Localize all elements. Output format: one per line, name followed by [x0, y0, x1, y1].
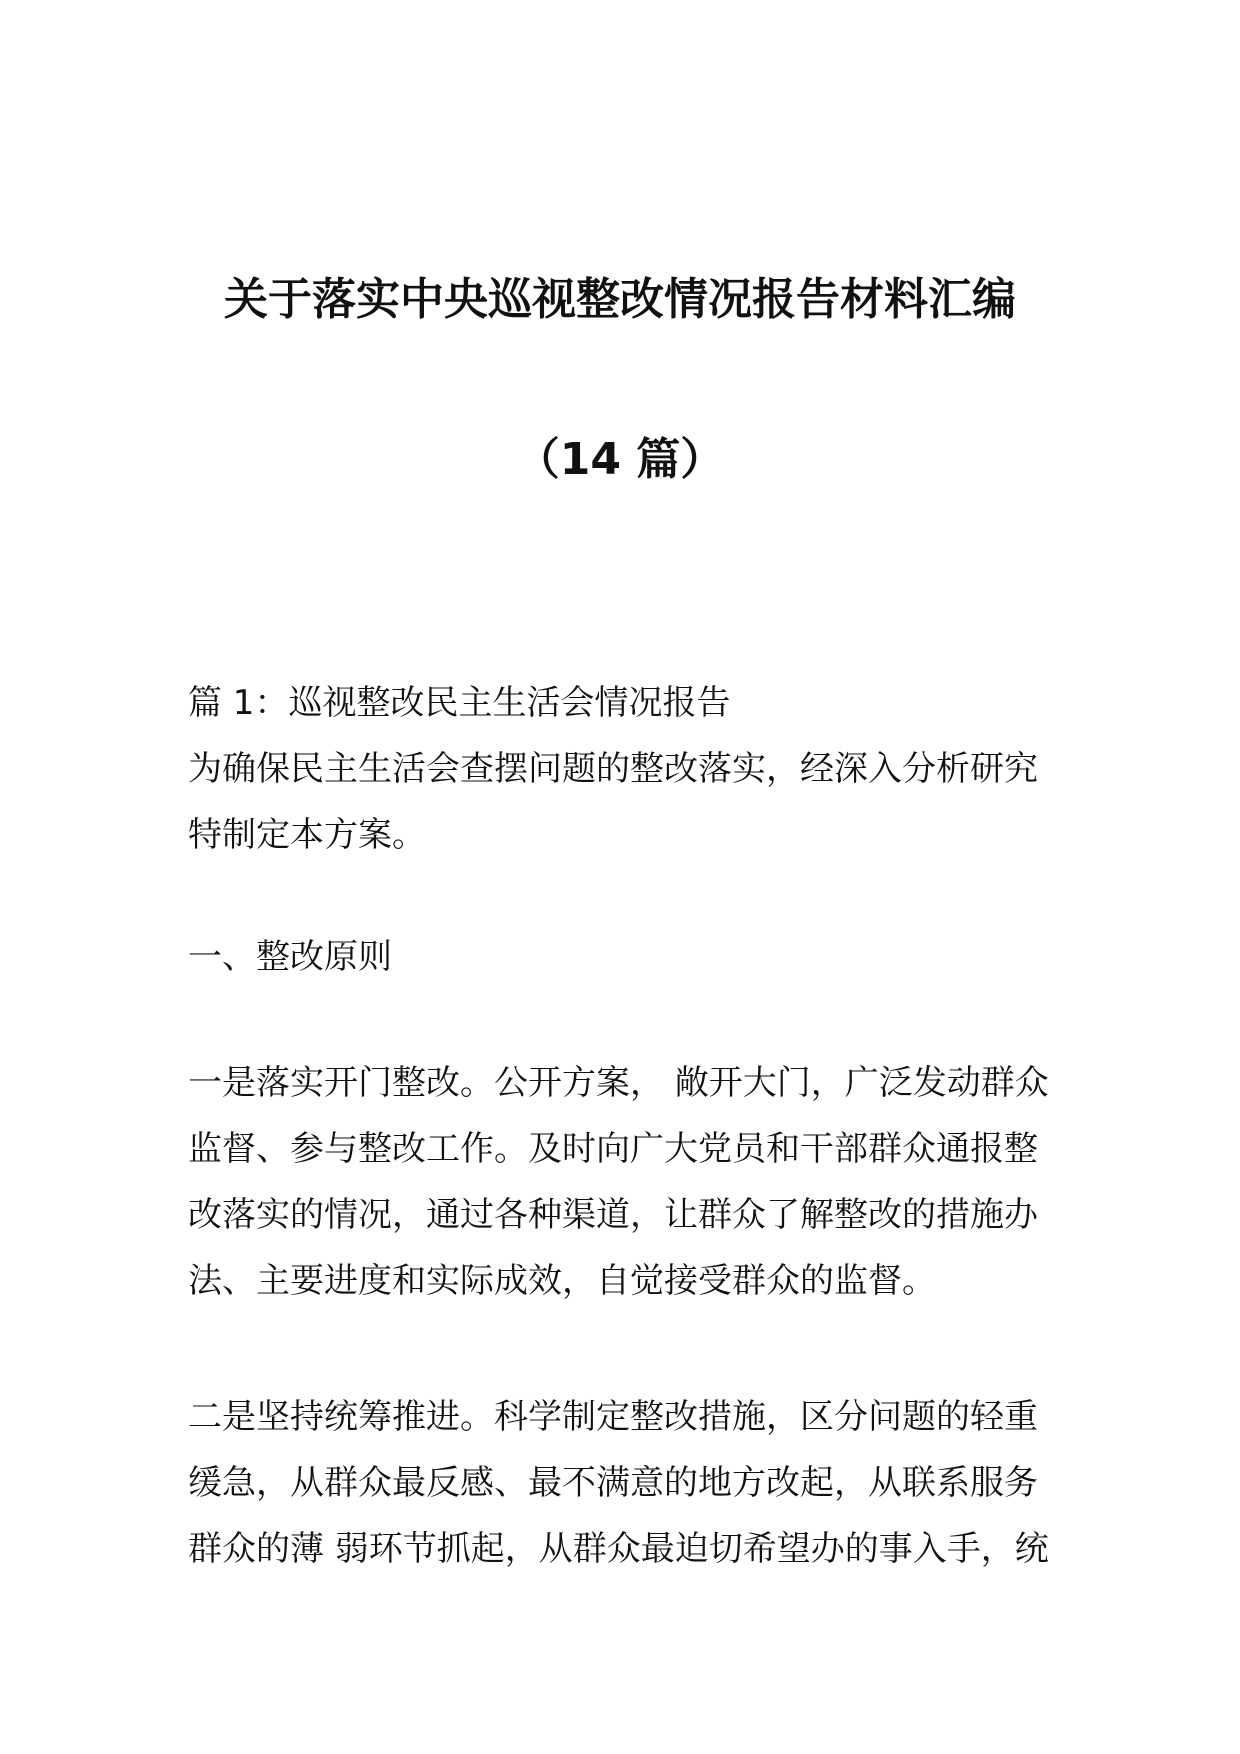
intro-line: 为确保民主生活会查摆问题的整改落实，经深入分析研究 [188, 749, 1038, 789]
intro-line: 特制定本方案。 [188, 815, 426, 855]
paragraph-2 [188, 1384, 1068, 1582]
chapter-heading: 篇 1：巡视整改民主生活会情况报告 [188, 683, 731, 723]
paragraph-line: 法、主要进度和实际成效，自觉接受群众的监督。 [188, 1261, 936, 1301]
paragraph-line: 群众的薄 弱环节抓起，从群众最迫切希望办的事入手，统 [188, 1529, 1049, 1569]
document-title: 关于落实中央巡视整改情况报告材料汇编 [224, 274, 1016, 325]
paragraph-line: 改落实的情况，通过各种渠道，让群众了解整改的措施办 [188, 1195, 1038, 1235]
paragraph-line: 缓急，从群众最反感、最不满意的地方改起，从联系服务 [188, 1463, 1038, 1503]
paragraph-line: 一是落实开门整改。公开方案， 敞开大门，广泛发动群众 [188, 1063, 1049, 1103]
section-heading-block [188, 924, 1068, 990]
document-body [188, 670, 1068, 868]
paragraph-line: 二是坚持统筹推进。科学制定整改措施，区分问题的轻重 [188, 1397, 1038, 1437]
section-heading: 一、整改原则 [188, 937, 392, 977]
paragraph-1 [188, 1050, 1068, 1314]
document-subtitle: （14 篇） [515, 434, 725, 485]
paragraph-line: 监督、参与整改工作。及时向广大党员和干部群众通报整 [188, 1129, 1038, 1169]
